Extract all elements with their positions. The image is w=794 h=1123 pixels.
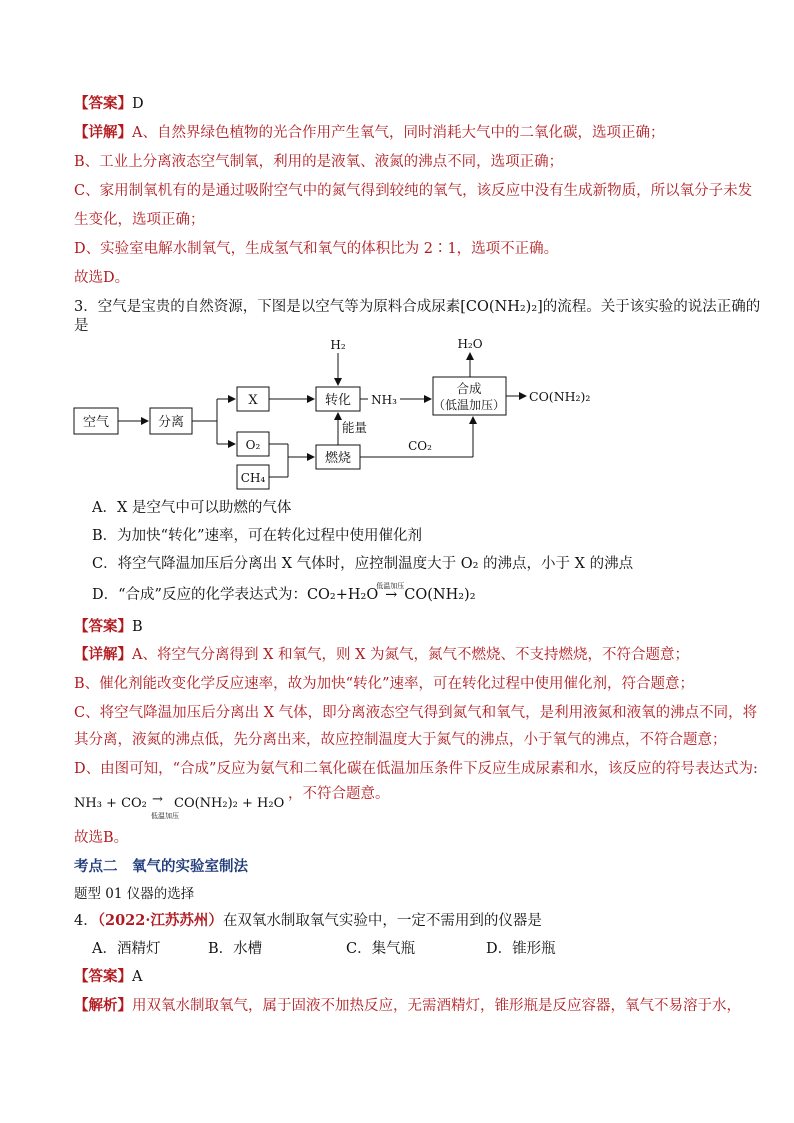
label-o2: O₂ xyxy=(245,438,261,452)
q2-conclusion: 故选D。 xyxy=(74,270,130,286)
q3-conclusion: 故选B。 xyxy=(74,830,129,846)
q3-option-c: C．将空气降温加压后分离出 X 气体时，应控制温度大于 O₂ 的沸点，小于 X 的沸点 xyxy=(92,556,634,572)
q4-answer-line xyxy=(74,967,724,987)
answer-value: A xyxy=(132,969,143,985)
analysis-text: 用双氧水制取氧气，属于固液不加热反应，无需酒精灯，锥形瓶是反应容器，氧气不易溶于水， xyxy=(132,998,741,1014)
label-nh3: NH₃ xyxy=(371,393,397,407)
q4-analysis xyxy=(74,996,741,1016)
q2-detail-d: D、实验室电解水制氧气，生成氢气和氧气的体积比为 2∶1，选项不正确。 xyxy=(74,241,559,257)
equation-tail: ，不符合题意。 xyxy=(288,786,390,802)
label-h2: H₂ xyxy=(330,338,346,352)
label-separate: 分离 xyxy=(157,415,185,430)
answer-tag: 【答案】 xyxy=(74,618,132,635)
q2-answer-line xyxy=(74,94,724,114)
detail-tag: 【详解】 xyxy=(74,646,132,663)
q3-option-b: B．为加快“转化”速率，可在转化过程中使用催化剂 xyxy=(92,528,422,544)
label-synth: 合成 xyxy=(456,381,482,396)
q3-detail-a xyxy=(74,645,724,665)
q4-option-d: D．锥形瓶 xyxy=(486,941,556,957)
q4-stem xyxy=(74,911,724,931)
label-ch4: CH₄ xyxy=(240,471,266,485)
label-urea: CO(NH₂)₂ xyxy=(529,389,591,404)
analysis-tag: 【解析】 xyxy=(74,997,132,1014)
question-number: 4． xyxy=(74,913,98,929)
question-text: 在双氧水制取氧气实验中，一定不需用到的仪器是 xyxy=(222,913,542,929)
q2-detail-c1: C、家用制氧机有的是通过吸附空气中的氮气得到较纯的氧气，该反应中没有生成新物质，所以氧分子未发 xyxy=(74,183,753,199)
q3-detail-d1: D、由图可知，“合成”反应为氨气和二氧化碳在低温加压条件下反应生成尿素和水，该反应的符号表达式为: xyxy=(74,761,758,777)
answer-tag: 【答案】 xyxy=(74,95,132,112)
answer-value: D xyxy=(132,96,144,112)
label-synth-cond: （低温加压） xyxy=(432,398,506,412)
detail-tag: 【详解】 xyxy=(74,124,132,141)
answer-tag: 【答案】 xyxy=(74,968,132,985)
label-co2: CO₂ xyxy=(408,439,432,453)
option-d-text: D．“合成”反应的化学表达式为：CO₂+H₂O xyxy=(92,587,379,603)
q3-option-a: A．X 是空气中可以助燃的气体 xyxy=(92,500,292,516)
label-energy: 能量 xyxy=(342,420,368,435)
detail-text: A、自然界绿色植物的光合作用产生氧气，同时消耗大气中的二氧化碳，选项正确； xyxy=(132,125,665,141)
label-convert: 转化 xyxy=(324,393,352,408)
label-x: X xyxy=(248,393,258,408)
reaction-arrow: 低温加压 → xyxy=(378,585,404,605)
label-h2o: H₂O xyxy=(457,337,483,351)
question-source: （2022·江苏苏州） xyxy=(97,912,223,929)
q4-option-c: C．集气瓶 xyxy=(346,941,416,957)
q2-detail-a xyxy=(74,123,724,143)
q4-option-b: B．水槽 xyxy=(208,941,263,957)
answer-value: B xyxy=(132,619,143,635)
q3-detail-c2: 其分离，液氮的沸点低，先分离出来，故应控制温度大于氮气的沸点，小于氧气的沸点，不符合题意； xyxy=(74,732,727,748)
q3-option-d xyxy=(92,582,724,605)
equation-arrow: → xyxy=(152,792,163,807)
equation-condition: 低温加压 xyxy=(151,812,179,820)
q3-answer-line xyxy=(74,617,724,637)
detail-text: A、将空气分离得到 X 和氧气，则 X 为氮气，氮气不燃烧、不支持燃烧，不符合题意； xyxy=(132,647,690,663)
option-d-product: CO(NH₂)₂ xyxy=(404,587,476,603)
type-title: 题型 01 仪器的选择 xyxy=(74,886,195,902)
q4-option-a: A．酒精灯 xyxy=(92,941,161,957)
q3-detail-c1: C、将空气降温加压后分离出 X 气体，即分离液态空气得到氮气和氧气，是利用液氮和液氧的沸点不同，将 xyxy=(74,705,758,721)
q3-equation xyxy=(74,788,724,818)
arrow-condition: 低温加压 xyxy=(376,582,405,590)
q3-stem-2: 是 xyxy=(74,318,89,334)
q2-detail-b: B、工业上分离液态空气制氧，利用的是液氧、液氮的沸点不同，选项正确； xyxy=(74,154,564,170)
flow-diagram xyxy=(0,335,794,495)
section-title: 考点二 氧气的实验室制法 xyxy=(74,858,248,875)
q2-detail-c2: 生变化，选项正确； xyxy=(74,212,205,228)
equation-right: CO(NH₂)₂ + H₂O xyxy=(174,796,285,811)
label-air: 空气 xyxy=(82,415,110,430)
q3-stem-1: 3．空气是宝贵的自然资源，下图是以空气等为原料合成尿素[CO(NH₂)₂]的流程。关于该实验的说法正确的 xyxy=(74,299,761,315)
q3-detail-b: B、催化剂能改变化学反应速率，故为加快“转化”速率，可在转化过程中使用催化剂，符合题意； xyxy=(74,676,694,692)
equation-left: NH₃ + CO₂ xyxy=(74,796,147,811)
label-burn: 燃烧 xyxy=(324,451,352,466)
